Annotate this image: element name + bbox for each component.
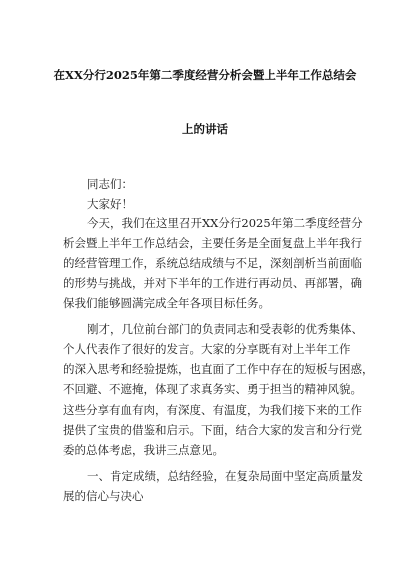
document-title-line-2: 上的讲话 — [182, 122, 228, 136]
paragraph-2-line: 委的总体考虑，我讲三点意见。 — [63, 443, 224, 457]
paragraph-1-line: 的经营管理工作，系统总结成绩与不足，深刻剖析当前面临 — [63, 256, 362, 270]
paragraph-2-line: 个人代表作了很好的发言。大家的分享既有对上半年工作 — [63, 342, 351, 356]
salutation: 同志们： — [87, 177, 133, 191]
paragraph-2-line: 提供了宝贵的借鉴和启示。下面，结合大家的发言和分行党 — [63, 423, 362, 437]
paragraph-2-line: 的深入思考和经验提炼，也直面了工作中存在的短板与困惑， — [63, 362, 374, 376]
section-heading-1-line: 展的信心与决心 — [63, 489, 144, 503]
paragraph-2-line: 这些分享有血有肉，有深度、有温度，为我们接下来的工作 — [63, 403, 362, 417]
paragraph-1-line: 今天，我们在这里召开XX分行2025年第二季度经营分 — [87, 216, 363, 230]
document-title-line-1: 在XX分行2025年第二季度经营分析会暨上半年工作总结会 — [53, 68, 357, 82]
greeting: 大家好！ — [87, 197, 133, 211]
paragraph-2-line: 不回避、不遮掩，体现了求真务实、勇于担当的精神风貌。 — [63, 382, 362, 396]
paragraph-2-line: 刚才，几位前台部门的负责同志和受表彰的优秀集体、 — [87, 322, 363, 336]
paragraph-1-line: 析会暨上半年工作总结会，主要任务是全面复盘上半年我行 — [63, 236, 362, 250]
section-heading-1-line: 一、肯定成绩，总结经验，在复杂局面中坚定高质量发 — [87, 469, 363, 483]
paragraph-1-line: 的形势与挑战，并对下半年的工作进行再动员、再部署，确 — [63, 276, 362, 290]
paragraph-1-line: 保我们能够圆满完成全年各项目标任务。 — [63, 296, 270, 310]
